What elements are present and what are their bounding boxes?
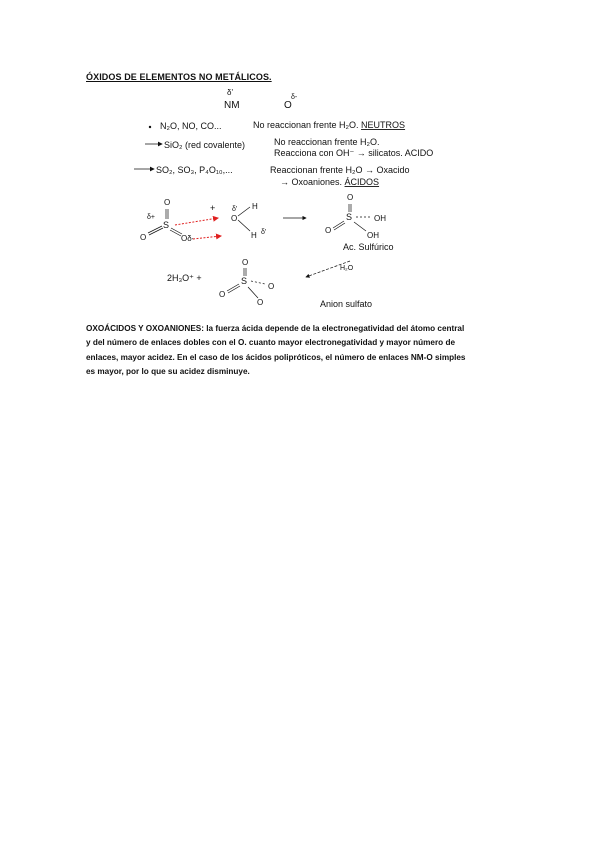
product-oh-bottom: OH bbox=[367, 231, 379, 240]
so3-s: S bbox=[163, 220, 170, 230]
product-name: Ac. Sulfúrico bbox=[343, 242, 394, 252]
row2-right-line2: Reacciona con OH⁻ → silicatos. ACIDO bbox=[274, 148, 434, 158]
paragraph-line: enlaces, mayor acidez. En el caso de los ácidos polipróticos, el número de enlaces NM-O simples bbox=[86, 352, 466, 362]
water-o: O bbox=[231, 214, 238, 223]
product-o-left: O bbox=[325, 226, 332, 235]
sulfate-o-top: O bbox=[242, 258, 249, 267]
product-s: S bbox=[346, 212, 353, 222]
sulfate-bond-bottom bbox=[248, 287, 258, 298]
row3-left: SO₂, SO₃, P₄O₁₀,... bbox=[156, 165, 233, 175]
section-heading: ÓXIDOS DE ELEMENTOS NO METÁLICOS. bbox=[86, 72, 272, 82]
red-arrow-top bbox=[175, 218, 218, 225]
sulfate-o-left: O bbox=[219, 290, 226, 299]
so3-bond-right2 bbox=[170, 230, 181, 236]
row1-right-prefix: No reaccionan frente H₂O. bbox=[253, 120, 362, 130]
row2-left: SiO₂ (red covalente) bbox=[164, 140, 246, 150]
water-charge-o: δ' bbox=[232, 206, 238, 213]
paragraph-line: y del número de enlaces dobles con el O. cuanto mayor electronegatividad y mayor número de bbox=[86, 338, 456, 348]
water-h-top: H bbox=[252, 202, 258, 211]
row3-right-line2-prefix: → Oxoaniones. bbox=[280, 177, 345, 187]
row3-right-line2-emph: ÁCIDOS bbox=[344, 177, 380, 187]
row2-right-line1: No reaccionan frente H₂O. bbox=[274, 137, 380, 147]
so3-charge: δ+ bbox=[147, 214, 155, 221]
product-oh-right: OH bbox=[374, 214, 386, 223]
row3-right-line2 bbox=[280, 177, 379, 187]
row1-left: N₂O, NO, CO... bbox=[160, 121, 222, 131]
o-charge: δ- bbox=[291, 94, 298, 101]
paragraph-line: OXOÁCIDOS Y OXOANIONES: la fuerza ácida depende de la electronegatividad del átomo central bbox=[86, 324, 465, 333]
red-arrow-bottom bbox=[193, 236, 221, 239]
so3-o-top: O bbox=[164, 198, 171, 207]
water-bond-top bbox=[238, 207, 250, 216]
nm-charge: δ' bbox=[227, 88, 233, 97]
sulfate-o-bottom: O bbox=[257, 298, 264, 307]
product-bond-bottom bbox=[354, 222, 366, 231]
sulfate-o-right: O bbox=[268, 282, 275, 291]
water-bond-bottom bbox=[238, 220, 250, 231]
reaction-plus: + bbox=[210, 203, 216, 213]
water-h-bottom: H bbox=[251, 231, 257, 240]
so3-o-right: Oδ- bbox=[181, 234, 195, 243]
row1-bullet bbox=[149, 126, 151, 128]
row3-right-line1: Reaccionan frente H₂O → Oxacido bbox=[270, 165, 410, 175]
paragraph-line: es mayor, por lo que su acidez disminuye. bbox=[86, 366, 250, 376]
water-reagent: H₂O bbox=[340, 265, 354, 272]
sulfate-bond-right bbox=[251, 281, 265, 284]
figure-svg bbox=[120, 88, 490, 308]
chemistry-figure bbox=[120, 88, 490, 308]
hydronium-label: 2H₃O⁺ + bbox=[167, 273, 202, 283]
oxoacids-paragraph bbox=[86, 322, 516, 379]
row1-right bbox=[253, 120, 405, 130]
row1-right-emph: NEUTROS bbox=[361, 120, 406, 130]
water-charge-h: δ' bbox=[261, 229, 267, 236]
nm-label: NM bbox=[224, 100, 240, 111]
o-label: O bbox=[284, 100, 292, 111]
product-o-top: O bbox=[347, 193, 354, 202]
sulfate-s: S bbox=[241, 276, 248, 286]
so3-o-left: O bbox=[140, 233, 147, 242]
sulfate-name: Anion sulfato bbox=[320, 299, 373, 308]
